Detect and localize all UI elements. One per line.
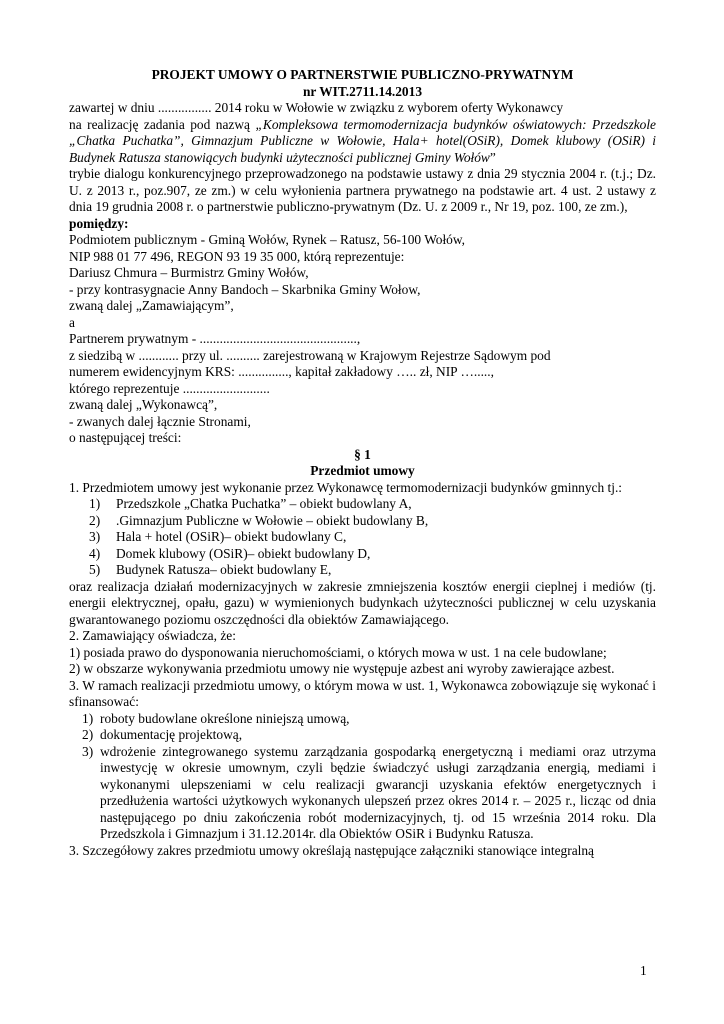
list-item: 4) Domek klubowy (OSiR)– obiekt budowlany D, — [89, 545, 371, 561]
clause-1: 1. Przedmiotem umowy jest wykonanie przez Wykonawcę termomodernizacji budynków gminnych tj.: — [69, 479, 623, 495]
section-symbol: § 1 — [354, 446, 371, 462]
section-heading: Przedmiot umowy — [310, 463, 415, 478]
clause-4: 3. Szczegółowy zakres przedmiotu umowy określają następujące załączniki stanowiące integralną — [69, 842, 594, 858]
list-item: 3) Hala + hotel (OSiR)– obiekt budowlany C, — [89, 529, 347, 544]
party-line: zwaną dalej „Wykonawcą”, — [69, 397, 218, 412]
concluded-line: zawartej w dniu ................ 2014 roku w Wołowie w związku z wyborem oferty Wykonawcy — [69, 100, 564, 115]
list-item: 1) Przedszkole „Chatka Puchatka” – obiekt budowlany A, — [89, 496, 412, 511]
list-item: 3) wdrożenie zintegrowanego systemu zarządzania gospodarką energetyczną i mediami oraz utrzyma inwestycję w okresie umownym, czyli będzie świadczyć usługi zarządzania energią, mediami i wykonanymi ulepszeniami w celu realizacji gwarancji uzyskania efektów energetycznych i przedłużenia wartości użytkowych wykonanych ulepszeń przez okres 2014 r. – 2025 r., licząc od dnia następującego po dniu zakończenia robót modernizacyjnych, tj. od 15 września 2014 roku. Dla Przedszkola i Gimnazjum i 31.12.2014r. dla Obiektów OSiR i Budynku Ratusza. — [82, 743, 656, 841]
party-line: numerem ewidencyjnym KRS: ..............., kapitał zakładowy ….. zł, NIP …....., — [69, 364, 494, 379]
clause-2-2: 2) w obszarze wykonywania przedmiotu umowy nie występuje azbest ani wyroby zawierające azbest. — [69, 661, 615, 676]
list-item: 2) .Gimnazjum Publiczne w Wołowie – obiekt budowlany B, — [89, 512, 429, 528]
party-line: o następującej treści: — [69, 430, 182, 445]
party-line: - zwanych dalej łącznie Stronami, — [69, 413, 251, 429]
party-line: NIP 988 01 77 496, REGON 93 19 35 000, którą reprezentuje: — [69, 248, 405, 264]
page-number: 1 — [640, 963, 647, 978]
document-number: nr WIT.2711.14.2013 — [302, 83, 423, 99]
objects-list — [69, 496, 656, 579]
document-page — [69, 67, 656, 859]
clause-2: 2. Zamawiający oświadcza, że: — [69, 628, 236, 643]
scope-list — [69, 711, 656, 843]
party-line: Partnerem prywatnym - ..............................................., — [69, 331, 361, 346]
clause-1-tail: oraz realizacja działań modernizacyjnych w zakresie zmniejszenia kosztów energii cieplnej i mediów (tj. energii elektrycznej, opału, gazu) w wymienionych budynkach użyteczności publicznej w celu uzyskania gwarantowanego poziomu oszczędności dla obiektów Zamawiającego. — [69, 578, 656, 627]
task-name: „Kompleksowa termomodernizacja budynków oświatowych: Przedszkole „Chatka Puchatka”, Gimnazjum Publiczne w Wołowie, Hala+ hotel(OSiR), Domek klubowy (OSiR) i Budynek Ratusza stanowiących budynki użyteczności publicznej Gminy Wołów — [69, 116, 656, 165]
task-prefix: na realizację zadania pod nazwą — [69, 116, 256, 132]
clause-2-1: 1) posiada prawo do dysponowania nieruchomościami, o których mowa w ust. 1 na cele budowlane; — [69, 644, 607, 660]
list-item: 5) Budynek Ratusza– obiekt budowlany E, — [89, 562, 332, 577]
party-line: - przy kontrasygnacie Anny Bandoch – Skarbnika Gminy Wołow, — [69, 281, 421, 297]
party-line: Dariusz Chmura – Burmistrz Gminy Wołów, — [69, 265, 309, 280]
list-item: 1) roboty budowlane określone niniejszą umową, — [82, 710, 350, 726]
party-line: a — [69, 314, 75, 330]
document-title: PROJEKT UMOWY O PARTNERSTWIE PUBLICZNO-PRYWATNYM — [151, 67, 574, 82]
task-paragraph — [69, 117, 656, 167]
clause-3: 3. W ramach realizacji przedmiotu umowy, o którym mowa w ust. 1, Wykonawca zobowiązuje się wykonać i sfinansować: — [69, 677, 656, 709]
between-label: pomiędzy: — [69, 215, 129, 231]
party-line: Podmiotem publicznym - Gminą Wołów, Rynek – Ratusz, 56-100 Wołów, — [69, 232, 466, 247]
list-item: 2) dokumentację projektową, — [82, 727, 243, 742]
mode-paragraph: trybie dialogu konkurencyjnego przeprowadzonego na podstawie ustawy z dnia 29 stycznia 2004 r. (t.j.; Dz. U. z 2013 r., poz.907, ze zm.) w celu wyłonienia partnera prywatnego na podstawie art. 4 ust. 2 ustawy z dnia 19 grudnia 2008 r. o partnerstwie publiczno-prywatnym (Dz. U. z 2009 r., Nr 19, poz. 100, ze zm.), — [69, 166, 656, 214]
party-line: z siedzibą w ............ przy ul. .......... zarejestrowaną w Krajowym Rejestrze Sądowym pod — [69, 347, 551, 363]
party-line: zwaną dalej „Zamawiającym”, — [69, 298, 234, 313]
party-line: którego reprezentuje .......................... — [69, 380, 270, 396]
task-close: ” — [489, 149, 496, 165]
